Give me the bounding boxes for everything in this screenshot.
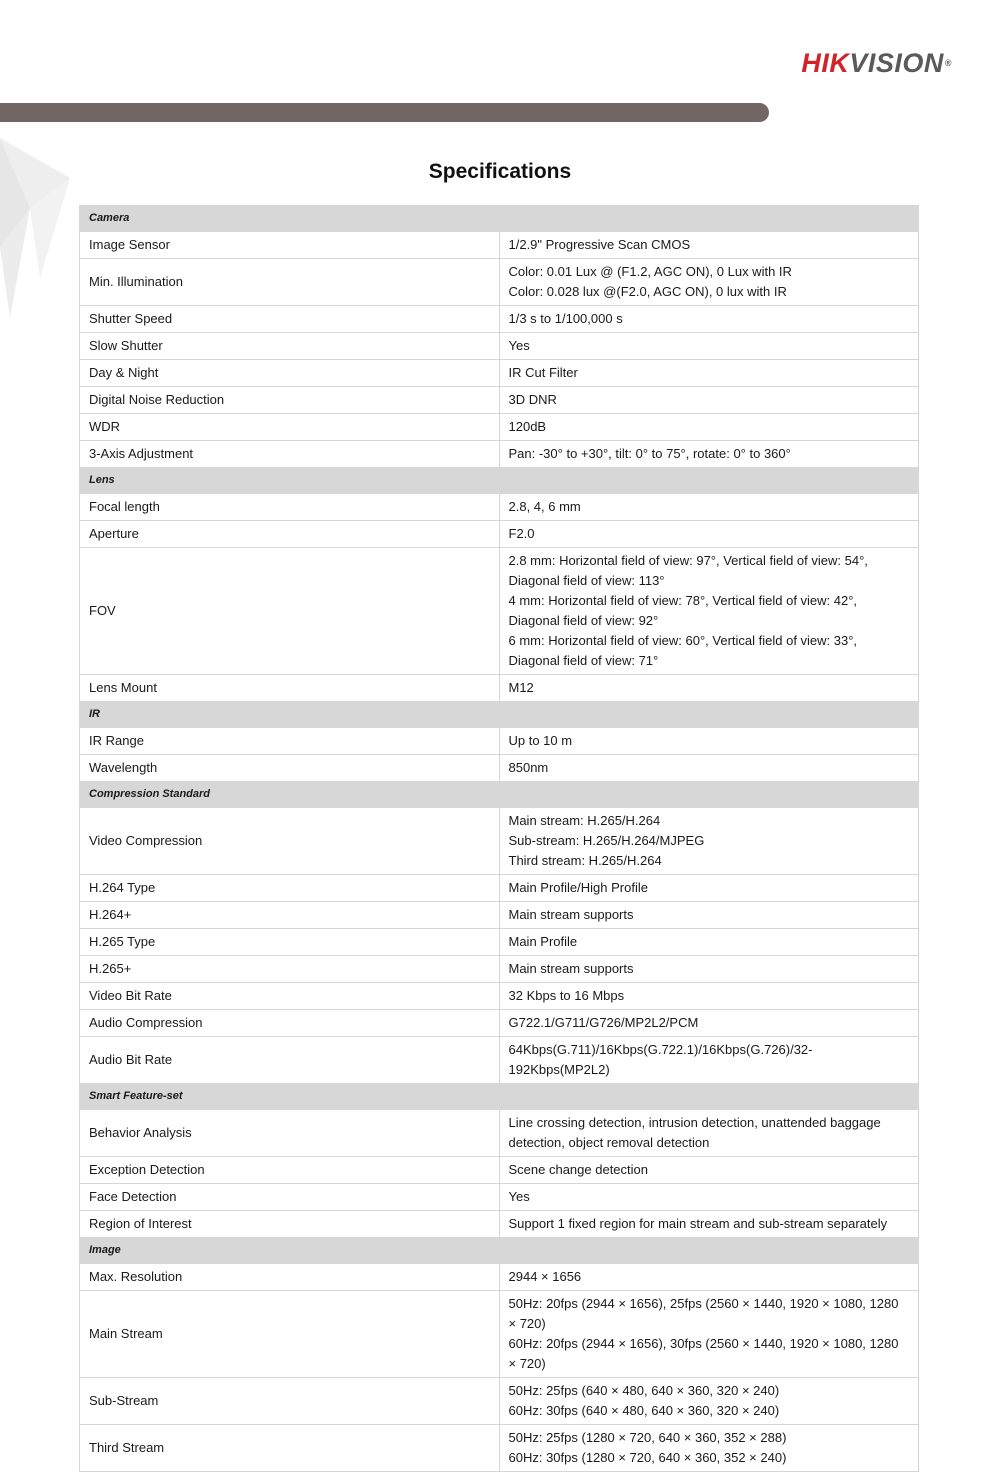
spec-row [80, 1291, 919, 1378]
decorative-triangles [0, 118, 80, 328]
spec-value-line: Scene change detection [508, 1162, 648, 1177]
spec-label: Shutter Speed [80, 306, 500, 333]
spec-row [80, 548, 919, 675]
spec-row [80, 387, 919, 414]
spec-value-line: Main Profile [508, 934, 578, 949]
spec-value [499, 875, 919, 902]
spec-value-line: 6 mm: Horizontal field of view: 60°, Vertical field of view: 33°, Diagonal field of view: 71° [508, 633, 858, 668]
spec-label: Aperture [80, 521, 500, 548]
spec-value-line: M12 [508, 680, 534, 695]
spec-label: Sub-Stream [80, 1378, 500, 1425]
spec-label: Max. Resolution [80, 1264, 500, 1291]
spec-row [80, 232, 919, 259]
spec-value [499, 333, 919, 360]
spec-row [80, 956, 919, 983]
hikvision-logo [801, 46, 952, 80]
section-header [80, 1238, 919, 1264]
spec-row [80, 983, 919, 1010]
spec-row [80, 875, 919, 902]
spec-value-line: 1/2.9" Progressive Scan CMOS [508, 237, 691, 252]
spec-label: WDR [80, 414, 500, 441]
spec-value [499, 494, 919, 521]
spec-value-line: 2944 × 1656 [508, 1269, 582, 1284]
spec-value-line: 60Hz: 30fps (640 × 480, 640 × 360, 320 × 240) [508, 1403, 780, 1418]
section-header [80, 782, 919, 808]
spec-value-line: 50Hz: 25fps (640 × 480, 640 × 360, 320 × 240) [508, 1383, 780, 1398]
spec-value-line: 2.8 mm: Horizontal field of view: 97°, Vertical field of view: 54°, Diagonal field of view: 113° [508, 553, 868, 588]
spec-label: H.264 Type [80, 875, 500, 902]
spec-value [499, 808, 919, 875]
spec-value-line: 3D DNR [508, 392, 557, 407]
spec-value-line: G722.1/G711/G726/MP2L2/PCM [508, 1015, 699, 1030]
spec-label: IR Range [80, 728, 500, 755]
spec-value-line: Color: 0.028 lux @(F2.0, AGC ON), 0 lux with IR [508, 284, 787, 299]
spec-row [80, 306, 919, 333]
spec-value-line: Support 1 fixed region for main stream and sub-stream separately [508, 1216, 888, 1231]
spec-value-line: Color: 0.01 Lux @ (F1.2, AGC ON), 0 Lux with IR [508, 264, 792, 279]
spec-value-line: Third stream: H.265/H.264 [508, 853, 662, 868]
spec-value [499, 675, 919, 702]
spec-value-line: 60Hz: 30fps (1280 × 720, 640 × 360, 352 × 240) [508, 1450, 787, 1465]
spec-value [499, 1110, 919, 1157]
spec-value [499, 1184, 919, 1211]
spec-label: Slow Shutter [80, 333, 500, 360]
section-title: Smart Feature-set [80, 1084, 919, 1110]
spec-value-line: Main stream supports [508, 961, 634, 976]
spec-row [80, 902, 919, 929]
spec-label: Image Sensor [80, 232, 500, 259]
spec-value [499, 1211, 919, 1238]
spec-label: H.265+ [80, 956, 500, 983]
spec-value-line: IR Cut Filter [508, 365, 578, 380]
spec-label: H.264+ [80, 902, 500, 929]
spec-label: Behavior Analysis [80, 1110, 500, 1157]
page-title: Specifications [428, 160, 572, 183]
spec-value [499, 929, 919, 956]
spec-value-line: Main Profile/High Profile [508, 880, 648, 895]
spec-value-line: 1/3 s to 1/100,000 s [508, 311, 623, 326]
spec-value-line: 2.8, 4, 6 mm [508, 499, 581, 514]
specifications-table [79, 205, 919, 1472]
spec-value [499, 983, 919, 1010]
spec-value-line: Main stream supports [508, 907, 634, 922]
header-bar [0, 103, 769, 122]
spec-label: Min. Illumination [80, 259, 500, 306]
spec-row [80, 929, 919, 956]
section-header [80, 702, 919, 728]
spec-value-line: 4 mm: Horizontal field of view: 78°, Vertical field of view: 42°, Diagonal field of view: 92° [508, 593, 858, 628]
spec-value-line: F2.0 [508, 526, 535, 541]
spec-row [80, 1010, 919, 1037]
spec-row [80, 808, 919, 875]
spec-row [80, 494, 919, 521]
spec-label: Audio Bit Rate [80, 1037, 500, 1084]
spec-value [499, 1010, 919, 1037]
spec-row [80, 259, 919, 306]
spec-value [499, 306, 919, 333]
spec-value [499, 755, 919, 782]
spec-row [80, 1184, 919, 1211]
logo-text-gray: VISION [849, 48, 944, 78]
spec-value [499, 728, 919, 755]
spec-label: FOV [80, 548, 500, 675]
spec-value [499, 441, 919, 468]
spec-value [499, 902, 919, 929]
spec-value [499, 232, 919, 259]
spec-value [499, 521, 919, 548]
spec-row [80, 360, 919, 387]
spec-row [80, 728, 919, 755]
logo-text-red: HIK [801, 48, 850, 78]
spec-label: Video Bit Rate [80, 983, 500, 1010]
spec-value-line: 32 Kbps to 16 Mbps [508, 988, 625, 1003]
spec-value-line: Yes [508, 1189, 530, 1204]
spec-value-line: 50Hz: 25fps (1280 × 720, 640 × 360, 352 × 288) [508, 1430, 787, 1445]
spec-row [80, 1425, 919, 1472]
spec-label: Digital Noise Reduction [80, 387, 500, 414]
spec-label: Focal length [80, 494, 500, 521]
spec-value-line: 50Hz: 20fps (2944 × 1656), 25fps (2560 × 1440, 1920 × 1080, 1280 × 720) [508, 1296, 899, 1331]
spec-value [499, 1037, 919, 1084]
spec-label: Third Stream [80, 1425, 500, 1472]
spec-row [80, 1037, 919, 1084]
spec-row [80, 521, 919, 548]
spec-row [80, 333, 919, 360]
spec-value-line: Main stream: H.265/H.264 [508, 813, 661, 828]
registered-mark: ® [944, 58, 952, 68]
spec-label: Face Detection [80, 1184, 500, 1211]
spec-label: H.265 Type [80, 929, 500, 956]
spec-value-line: Up to 10 m [508, 733, 573, 748]
section-header [80, 206, 919, 232]
spec-label: Wavelength [80, 755, 500, 782]
spec-row [80, 1110, 919, 1157]
spec-row [80, 1378, 919, 1425]
spec-value [499, 548, 919, 675]
spec-value-line: Yes [508, 338, 530, 353]
spec-label: Audio Compression [80, 1010, 500, 1037]
spec-value [499, 956, 919, 983]
spec-value [499, 1378, 919, 1425]
spec-row [80, 414, 919, 441]
spec-value-line: 120dB [508, 419, 547, 434]
section-header [80, 468, 919, 494]
spec-value [499, 1157, 919, 1184]
spec-label: Lens Mount [80, 675, 500, 702]
spec-label: Exception Detection [80, 1157, 500, 1184]
spec-value [499, 1291, 919, 1378]
spec-value-line: Pan: -30° to +30°, tilt: 0° to 75°, rotate: 0° to 360° [508, 446, 791, 461]
section-title: Image [80, 1238, 919, 1264]
section-title: Lens [80, 468, 919, 494]
section-title: Compression Standard [80, 782, 919, 808]
spec-value [499, 414, 919, 441]
spec-label: Day & Night [80, 360, 500, 387]
spec-row [80, 1211, 919, 1238]
spec-value [499, 1425, 919, 1472]
section-header [80, 1084, 919, 1110]
spec-value-line: 850nm [508, 760, 549, 775]
spec-value-line: 64Kbps(G.711)/16Kbps(G.722.1)/16Kbps(G.726)/32-192Kbps(MP2L2) [508, 1042, 813, 1077]
spec-row [80, 755, 919, 782]
section-title: Camera [80, 206, 919, 232]
spec-label: 3-Axis Adjustment [80, 441, 500, 468]
spec-row [80, 1264, 919, 1291]
spec-label: Video Compression [80, 808, 500, 875]
section-title: IR [80, 702, 919, 728]
spec-value-line: Sub-stream: H.265/H.264/MJPEG [508, 833, 705, 848]
spec-value [499, 259, 919, 306]
spec-label: Region of Interest [80, 1211, 500, 1238]
spec-row [80, 441, 919, 468]
spec-value [499, 360, 919, 387]
spec-value-line: 60Hz: 20fps (2944 × 1656), 30fps (2560 × 1440, 1920 × 1080, 1280 × 720) [508, 1336, 899, 1371]
spec-value [499, 1264, 919, 1291]
spec-row [80, 675, 919, 702]
spec-label: Main Stream [80, 1291, 500, 1378]
spec-value-line: Line crossing detection, intrusion detection, unattended baggage detection, object removal detection [508, 1115, 881, 1150]
spec-value [499, 387, 919, 414]
spec-row [80, 1157, 919, 1184]
